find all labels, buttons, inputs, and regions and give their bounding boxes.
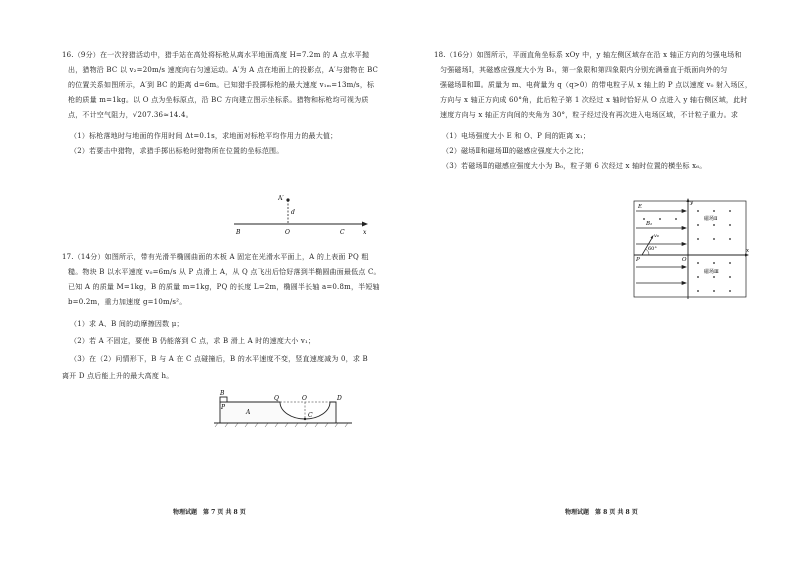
label-p: P	[221, 404, 226, 411]
point-c	[304, 418, 306, 420]
label-e: E	[638, 204, 643, 210]
label-field-3: 磁场Ⅲ	[704, 269, 719, 275]
q16-line-4: 枪的质量 m=1kg。以 O 点为坐标原点，沿 BC 方向建立图示坐标系。猎物和标枪均可视为质	[68, 96, 369, 104]
label-x: x	[746, 248, 750, 254]
label-angle: 60°	[648, 246, 657, 252]
page-footer-7: 物理试题 第 7 页 共 8 页	[173, 509, 246, 516]
q18-line-5: 速度方向与 x 轴正方向间的夹角为 30°，粒子经过没有再次进入电场区域，不计粒子重力。求	[440, 111, 739, 119]
exam-page-8	[400, 0, 800, 565]
label-o: O	[682, 257, 687, 263]
q18-subquestion-3: （3）若磁场Ⅱ的磁感应强度大小为 B₀，粒子第 6 次经过 x 轴时位置的横坐标 x₆。	[442, 162, 707, 170]
q18-figure	[630, 197, 752, 301]
label-o: O	[302, 395, 307, 402]
q18-subquestion-1: （1）电场强度大小 E 和 O、P 间的距离 x₁；	[442, 132, 591, 140]
q17-subquestion-1: （1）求 A、B 间的动摩擦因数 μ；	[70, 320, 184, 328]
ground-hatching	[215, 423, 348, 427]
label-b: B	[236, 229, 241, 236]
label-d: D	[337, 395, 342, 402]
q17-line-1: 17.（14分）如图所示，带有光滑半椭圆曲面的木板 A 固定在光滑水平面上，A 的上表面 PQ 粗	[62, 253, 369, 261]
label-q: Q	[274, 395, 279, 402]
q17-figure	[212, 390, 354, 428]
label-x: x	[363, 229, 367, 236]
label-v0: v₀	[654, 233, 659, 239]
label-y: y	[690, 200, 694, 206]
q17-subquestion-3: （3）在（2）问情形下，B 与 A 在 C 点碰撞后，B 的水平速度不变，竖直速度减为 0，求 B	[70, 355, 368, 363]
q16-subquestion-2: （2）若要击中猎物，求猎手掷出标枪时猎物所在位置的坐标范围。	[70, 147, 284, 155]
label-b: B	[220, 390, 225, 397]
label-a: A	[246, 409, 251, 416]
q16-line-1: 16.（9分）在一次狩猎活动中，猎手站在高处将标枪从离水平地面高度 H=7.2m 的 A 点水平抛	[62, 51, 370, 59]
label-o: O	[285, 229, 290, 236]
q16-line-3: 的位置关系如图所示，A′到 BC 的距离 d=6m。已知猎手投掷标枪的最大速度 v₁ₘ=13m/s，标	[68, 81, 375, 89]
label-c: C	[308, 412, 313, 419]
label-a-prime: A′	[278, 195, 284, 202]
q18-subquestion-2: （2）磁场Ⅱ和磁场Ⅲ的磁感应强度大小之比；	[442, 147, 589, 155]
page-footer-8: 物理试题 第 8 页 共 8 页	[565, 509, 638, 516]
x-axis-arrow	[362, 222, 368, 227]
electric-field-arrows	[636, 210, 686, 285]
q18-line-3: 强磁场Ⅱ和Ⅲ。质量为 m、电荷量为 q（q>0）的带电粒子从 x 轴上的 P 点以速度 v₀ 射入场区，	[440, 81, 753, 89]
q16-line-5: 点，不计空气阻力，√207.36≈14.4。	[68, 111, 193, 119]
q17-line-3: 已知 A 的质量 M=1kg，B 的质量 m=1kg，PQ 的长度 L=2m，椭圆半长轴 a=0.8m，半短轴	[68, 283, 380, 291]
q16-subquestion-1: （1）标枪落地时与地面的作用时间 Δt=0.1s，求地面对标枪平均作用力的最大值；	[70, 132, 338, 140]
q16-line-2: 出，猎物沿 BC 以 v₂=20m/s 速度向右匀速运动。A′为 A 点在地面上的投影点，A′与猎物在 BC	[68, 66, 379, 74]
q18-line-2: 匀强磁场Ⅰ，其磁感应强度大小为 B₁，第一象限和第四象限内分别充满垂直于纸面向外的匀	[440, 66, 728, 74]
label-field-2: 磁场Ⅱ	[704, 216, 718, 222]
q17-subquestion-3-cont: 离开 D 点后能上升的最大高度 h。	[62, 372, 174, 380]
q16-figure	[232, 190, 372, 238]
q17-subquestion-2: （2）若 A 不固定，要使 B 仍能落到 C 点，求 B 滑上 A 时的速度大小 v₁；	[70, 337, 316, 345]
label-b1: B₁	[646, 221, 653, 227]
q18-line-4: 方向与 x 轴正方向成 60°角，此后粒子第 1 次经过 x 轴时恰好从 O 点进入 y 轴右侧区域，此时	[440, 96, 748, 104]
a-prime-point	[286, 198, 289, 201]
label-c: C	[340, 229, 345, 236]
q18-line-1: 18.（16分）如图所示，平面直角坐标系 xOy 中，y 轴左侧区域存在沿 x 轴正方向的匀强电场和	[434, 51, 742, 59]
label-p: P	[636, 257, 640, 263]
q17-line-2: 糙。物块 B 以水平速度 v₀=6m/s 从 P 点滑上 A，从 Q 点飞出后恰好落到半椭圆曲面最低点 C。	[68, 268, 381, 276]
label-d: d	[291, 209, 295, 216]
block-b	[220, 397, 227, 402]
board-a	[220, 402, 336, 423]
q17-line-4: b=0.2m，重力加速度 g=10m/s²。	[68, 298, 187, 306]
